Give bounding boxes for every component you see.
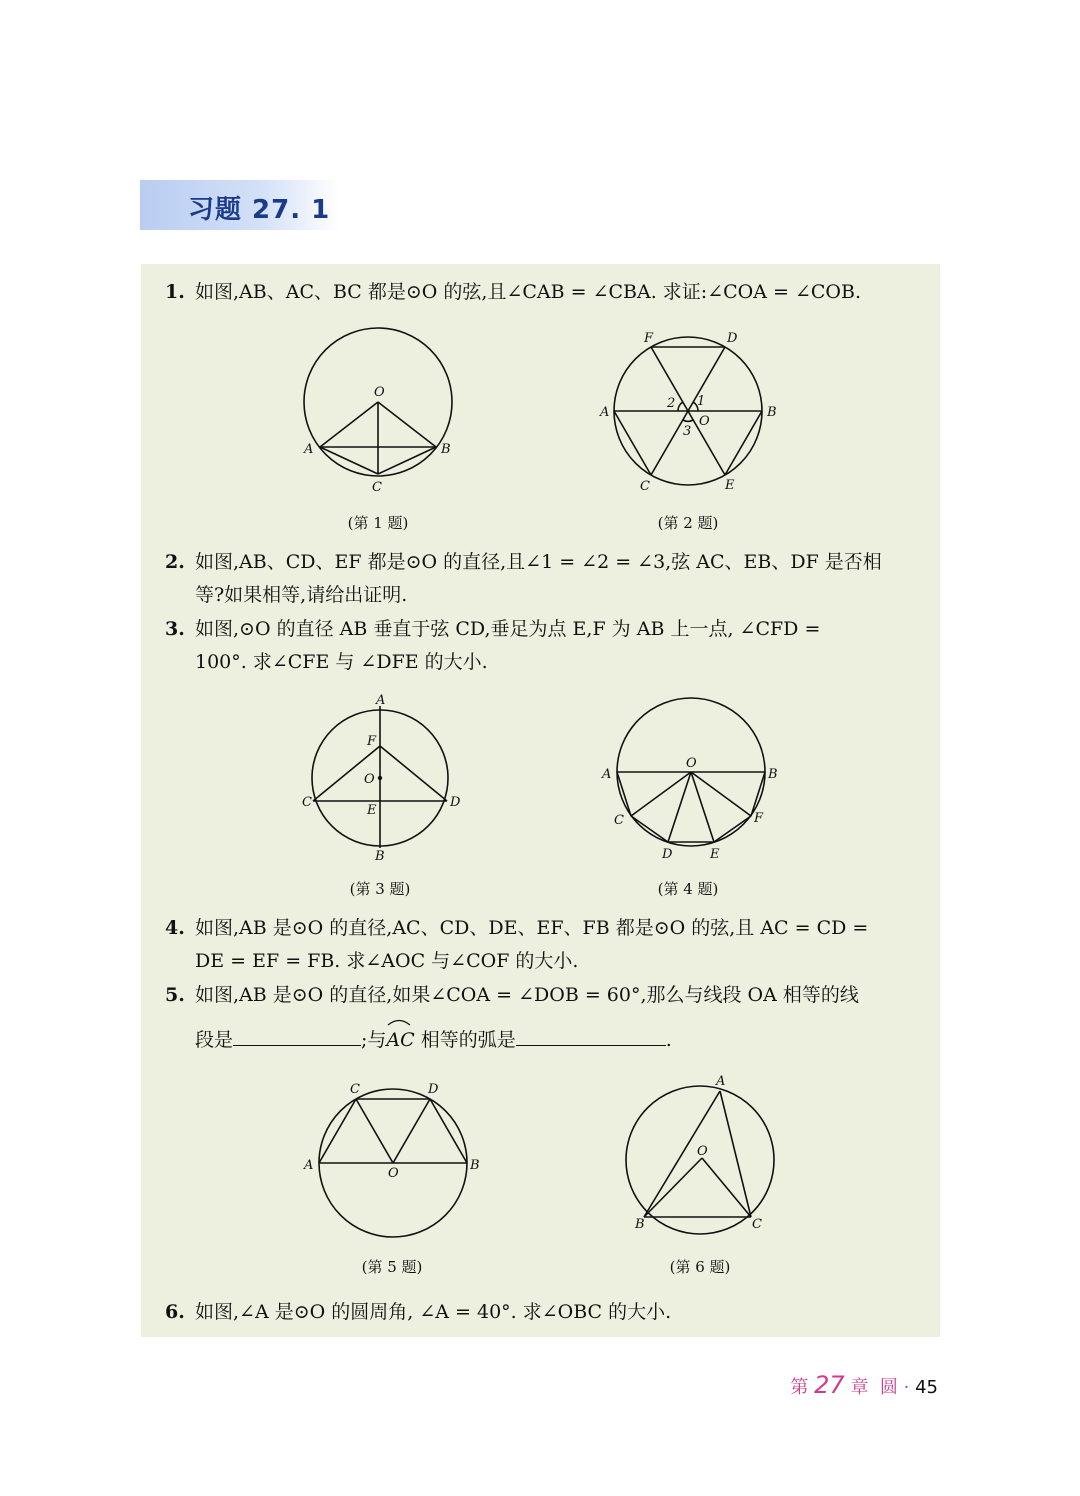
label-E: E: [710, 847, 720, 862]
figure-2: [596, 326, 786, 496]
answer-blank-1[interactable]: [233, 1027, 361, 1046]
problem-3: [165, 613, 820, 646]
footer-chapter-name: 圆: [879, 1377, 898, 1398]
problem-number: 4.: [165, 917, 185, 939]
footer-chapter-number: 27: [814, 1371, 845, 1399]
label-D: D: [450, 795, 461, 810]
problem-text: 如图,AB 是⊙O 的直径,如果∠COA = ∠DOB = 60°,那么与线段 OA 相等的线: [195, 984, 859, 1006]
arc-label: AC: [386, 1029, 415, 1051]
footer-chapter-suffix: 章: [850, 1377, 869, 1398]
arc-ac: [386, 1024, 414, 1057]
label-O: O: [699, 414, 710, 429]
label-F: F: [644, 331, 654, 346]
caption-5: (第 5 题): [361, 1258, 423, 1276]
problem-1: [165, 276, 861, 309]
label-3: 3: [683, 424, 692, 439]
figure-6: [614, 1072, 794, 1242]
footer-separator: ·: [903, 1377, 910, 1398]
label-A: A: [716, 1074, 726, 1089]
problem-number: 5.: [165, 984, 185, 1006]
label-O: O: [388, 1166, 399, 1181]
problem-number: 3.: [165, 618, 185, 640]
label-D: D: [727, 331, 738, 346]
problem-number: 2.: [165, 551, 185, 573]
label-C: C: [302, 795, 312, 810]
problem-text: 如图,∠A 是⊙O 的圆周角, ∠A = 40°. 求∠OBC 的大小.: [195, 1301, 672, 1323]
label-O: O: [374, 385, 385, 400]
page-footer: [790, 1371, 938, 1399]
label-A: A: [304, 442, 314, 457]
problem-5-cont: [195, 1024, 672, 1057]
label-B: B: [441, 442, 451, 457]
page-number: 45: [915, 1377, 938, 1398]
label-F: F: [754, 811, 764, 826]
answer-blank-2[interactable]: [516, 1027, 666, 1046]
arc-mark-icon: [386, 1018, 412, 1026]
label-1: 1: [697, 394, 706, 409]
caption-6: (第 6 题): [669, 1258, 731, 1276]
figure-4: [598, 694, 788, 864]
caption-1: (第 1 题): [347, 514, 409, 532]
problem-number: 1.: [165, 281, 185, 303]
text-segment: ;与: [361, 1029, 387, 1051]
problem-text: 如图,⊙O 的直径 AB 垂直于弦 CD,垂足为点 E,F 为 AB 上一点, ∠CFD =: [195, 618, 821, 640]
section-title-banner: [140, 180, 340, 230]
label-O: O: [686, 756, 697, 771]
label-D: D: [662, 847, 673, 862]
problem-2: [165, 546, 882, 579]
label-D: D: [428, 1082, 439, 1097]
label-F: F: [367, 734, 377, 749]
text-segment: .: [665, 1029, 672, 1051]
figure-1: [290, 320, 470, 500]
label-B: B: [470, 1158, 480, 1173]
label-C: C: [372, 480, 382, 495]
label-2: 2: [667, 396, 676, 411]
label-B: B: [767, 405, 777, 420]
label-O: O: [697, 1144, 708, 1159]
problem-4: [165, 912, 868, 945]
label-B: B: [768, 767, 778, 782]
caption-2: (第 2 题): [657, 514, 719, 532]
label-A: A: [600, 405, 610, 420]
text-segment: 相等的弧是: [420, 1029, 516, 1051]
label-C: C: [640, 479, 650, 494]
label-E: E: [367, 803, 377, 818]
figure-3: [298, 692, 468, 862]
problem-text: 如图,AB、AC、BC 都是⊙O 的弦,且∠CAB = ∠CBA. 求证:∠COA = ∠COB.: [195, 281, 862, 303]
exercise-panel: [141, 264, 940, 1337]
text-segment: 段是: [195, 1029, 234, 1051]
problem-text: 如图,AB、CD、EF 都是⊙O 的直径,且∠1 = ∠2 = ∠3,弦 AC、EB、DF 是否相: [195, 551, 882, 573]
label-C: C: [350, 1082, 360, 1097]
problem-3-cont: 100°. 求∠CFE 与 ∠DFE 的大小.: [195, 651, 488, 673]
problem-4-cont: DE = EF = FB. 求∠AOC 与∠COF 的大小.: [195, 950, 579, 972]
label-A: A: [602, 767, 612, 782]
caption-3: (第 3 题): [349, 880, 411, 898]
label-O: O: [364, 772, 375, 787]
label-C: C: [614, 813, 624, 828]
label-A: A: [376, 693, 386, 708]
label-A: A: [304, 1158, 314, 1173]
label-B: B: [375, 849, 385, 864]
label-E: E: [725, 478, 735, 493]
caption-4: (第 4 题): [657, 880, 719, 898]
footer-chapter-prefix: 第: [790, 1377, 809, 1398]
section-title: 习题 27. 1: [188, 195, 331, 225]
figure-5: [300, 1076, 490, 1246]
problem-2-cont: 等?如果相等,请给出证明.: [195, 584, 408, 606]
label-B: B: [635, 1217, 645, 1232]
problem-number: 6.: [165, 1301, 185, 1323]
problem-text: 如图,AB 是⊙O 的直径,AC、CD、DE、EF、FB 都是⊙O 的弦,且 AC = CD =: [195, 917, 869, 939]
problem-5: [165, 979, 859, 1012]
label-C: C: [752, 1217, 762, 1232]
problem-6: [165, 1296, 671, 1329]
